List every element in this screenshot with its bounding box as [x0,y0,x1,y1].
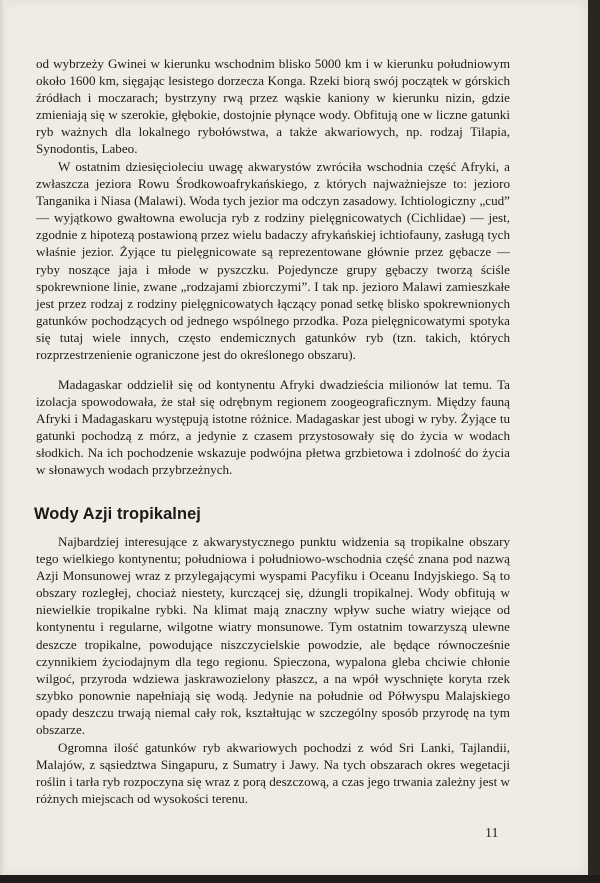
paragraph-4: Najbardziej interesujące z akwarystycznego punktu widzenia są tropikalne obszary tego wielkiego kontynentu; południowa i południowo-wschodnia część znana pod nazwą Azji Monsunowej wraz z przylegającymi wyspami Pacyfiku i Oceanu Indyjskiego. Są to obszary rozległej, chociaż niestety, kurczącej się, dżungli tropikalnej. Wody obfitują w niewielkie tropikalne rybki. Na klimat mają znaczny wpływ suche wiatry wiejące od kontynentu i regularne, wilgotne wiatry monsunowe. Tym ostatnim towarzyszą ulewne deszcze tropikalne, powodujące niszczycielskie powodzie, ale będące równocześnie czynnikiem życiodajnym dla tego regionu. Spieczona, wypalona gleba chciwie chłonie wilgoć, przyroda wdziewa jaskrawozielony płaszcz, a na wpół wyschnięte koryta rzek szybko ponownie napełniają się wodą. Jedynie na południe od Półwyspu Malajskiego opady deszczu trwają niemal cały rok, kształtując w szczególny sposób przyrodę na tym obszarze. [36,534,510,738]
section-heading: Wody Azji tropikalnej [34,505,201,523]
text-block-species [36,739,510,807]
paragraph-3: Madagaskar oddzielił się od kontynentu Afryki dwadzieścia milionów lat temu. Ta izolacja spowodowała, że stał się odrębnym regionem zoogeograficznym. Między fauną Afryki i Madagaskaru występują istotne różnice. Madagaskar jest ubogi w ryby. Żyjące tu gatunki pochodzą z mórz, a jedynie z czasem przystosowały się do życia w wodach słodkich. Na ich pochodzenie wskazuje podwójna płetwa grzbietowa i zdolność do życia w słonawych wodach przybrzeżnych. [36,377,510,478]
background-edge-bottom [0,875,600,883]
text-block-top [36,55,510,158]
page-number: 11 [485,826,499,841]
text-block-madagascar [36,376,510,479]
page-spine-shadow [0,0,6,875]
paragraph-5: Ogromna ilość gatunków ryb akwariowych pochodzi z wód Sri Lanki, Tajlandii, Malajów, z sąsiedztwa Singapuru, z Sumatry i Jawy. Na tych obszarach okres wegetacji roślin i tarła ryb rozpoczyna się wraz z porą deszczową, a czas jego trwania zależny jest w różnych miejscach od wysokości terenu. [36,740,510,807]
paragraph-2: W ostatnim dziesięcioleciu uwagę akwarystów zwróciła wschodnia część Afryki, a zwłaszcza jeziora Rowu Środkowoafrykańskiego, z których najważniejsze to: jezioro Tanganika i Niasa (Malawi). Woda tych jezior ma odczyn zasadowy. Ichtiologiczny „cud” — wyjątkowo gwałtowna ewolucja ryb z rodziny pielęgnicowatych (Cichlidae) — jest, zgodnie z hipotezą postawioną przez wielu badaczy afrykańskiej ichtiofauny, zasługą tych właśnie jezior. Żyjące tu pielęgnicowate są reprezentowane głównie przez gębacze — ryby noszące jaja i młode w pyszczku. Pojedyncze grupy gębaczy tworzą ściśle spokrewnione linie, zwane „rodzajami zbiorczymi”. I tak np. jezioro Malawi zamieszkałe jest przez rodzaj z rodziny pielęgnicowatych łączący ponad setkę blisko spokrewnionych gatunków pochodzących od jednego wspólnego przodka. Poza pielęgnicowatymi spotyka się tutaj wiele innych, często endemicznych gatunków ryb (tzn. takich, których rozprzestrzenienie ograniczone jest do określonego obszaru). [36,159,510,363]
text-block-asia [36,533,510,738]
background-edge-right [588,0,600,883]
text-block-lakes [36,158,510,363]
paragraph-1: od wybrzeży Gwinei w kierunku wschodnim blisko 5000 km i w kierunku południowym około 1600 km, sięgając lesistego dorzecza Konga. Rzeki biorą swój początek w górskich źródłach i moczarach; bystrzyny rwą przez wąskie kaniony w kierunku nizin, gdzie zmieniają się w szerokie, głębokie, dostojnie płynące wody. Obfitują one w liczne gatunki ryb ważnych dla lokalnego rybołówstwa, a także akwariowych, np. rodzaj Tilapia, Synodontis, Labeo. [36,56,510,157]
